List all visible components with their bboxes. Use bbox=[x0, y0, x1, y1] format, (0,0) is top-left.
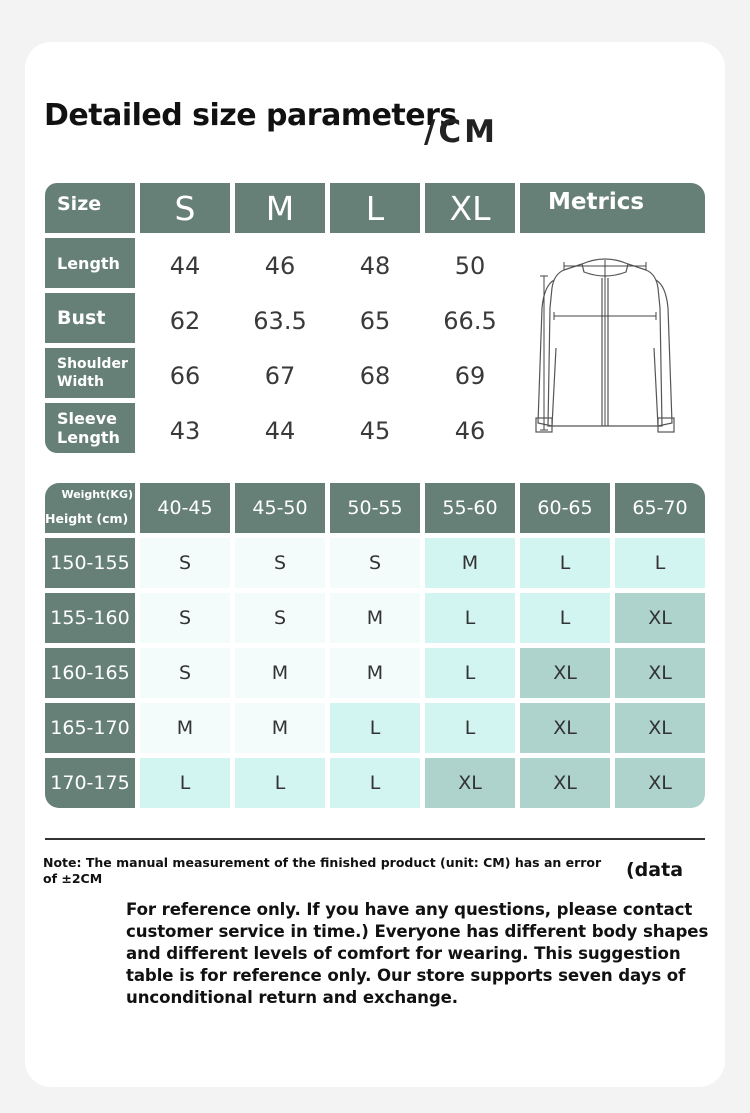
height-row-label: 160-165 bbox=[45, 648, 135, 698]
size-recommendation-cell: L bbox=[425, 593, 515, 643]
height-row-label: 155-160 bbox=[45, 593, 135, 643]
size-recommendation-cell: S bbox=[235, 593, 325, 643]
size-recommendation-cell: XL bbox=[425, 758, 515, 808]
size-recommendation-cell: L bbox=[425, 703, 515, 753]
size-value: 48 bbox=[359, 251, 391, 280]
shirt-measurement-diagram-icon bbox=[530, 248, 680, 443]
size-value: 45 bbox=[359, 416, 391, 445]
size-recommendation-cell: XL bbox=[520, 648, 610, 698]
weight-height-header bbox=[45, 483, 135, 533]
page-title: Detailed size parameters bbox=[44, 98, 457, 133]
size-recommendation-cell: XL bbox=[520, 758, 610, 808]
weight-label: Weight(KG) bbox=[61, 488, 133, 501]
size-recommendation-cell: L bbox=[520, 538, 610, 588]
size-recommendation-cell: XL bbox=[615, 703, 705, 753]
weight-col-header: 40-45 bbox=[140, 483, 230, 533]
size-recommendation-cell: L bbox=[425, 648, 515, 698]
row-label-length: Length bbox=[45, 238, 135, 288]
size-value: 46 bbox=[454, 416, 486, 445]
size-value: 63.5 bbox=[253, 306, 307, 335]
weight-col-header: 50-55 bbox=[330, 483, 420, 533]
divider bbox=[45, 838, 705, 840]
size-value: 65 bbox=[359, 306, 391, 335]
size-recommendation-cell: L bbox=[615, 538, 705, 588]
size-recommendation-cell: S bbox=[330, 538, 420, 588]
size-header: Size bbox=[45, 183, 135, 233]
size-value: 67 bbox=[264, 361, 296, 390]
size-recommendation-cell: M bbox=[140, 703, 230, 753]
row-label-bust: Bust bbox=[45, 293, 135, 343]
size-value: 44 bbox=[264, 416, 296, 445]
size-value: 43 bbox=[169, 416, 201, 445]
note-data-text: (data bbox=[626, 859, 684, 881]
size-value: 66.5 bbox=[443, 306, 497, 335]
weight-col-header: 65-70 bbox=[615, 483, 705, 533]
size-recommendation-cell: M bbox=[330, 593, 420, 643]
size-recommendation-cell: S bbox=[140, 648, 230, 698]
size-value: 66 bbox=[169, 361, 201, 390]
weight-col-header: 55-60 bbox=[425, 483, 515, 533]
row-label-shoulder-width: Shoulder Width bbox=[45, 348, 135, 398]
size-recommendation-cell: S bbox=[140, 538, 230, 588]
size-recommendation-cell: L bbox=[330, 758, 420, 808]
size-recommendation-cell: M bbox=[330, 648, 420, 698]
size-col-header: M bbox=[235, 183, 325, 233]
size-value: 68 bbox=[359, 361, 391, 390]
size-recommendation-cell: S bbox=[235, 538, 325, 588]
size-recommendation-cell: XL bbox=[615, 648, 705, 698]
unit-label: /CM bbox=[424, 114, 498, 150]
height-row-label: 150-155 bbox=[45, 538, 135, 588]
row-label-sleeve-length: Sleeve Length bbox=[45, 403, 135, 453]
size-recommendation-cell: S bbox=[140, 593, 230, 643]
size-value: 46 bbox=[264, 251, 296, 280]
size-recommendation-cell: L bbox=[330, 703, 420, 753]
size-col-header: XL bbox=[425, 183, 515, 233]
size-value: 62 bbox=[169, 306, 201, 335]
size-recommendation-cell: XL bbox=[615, 758, 705, 808]
reference-paragraph: For reference only. If you have any questions, please contact customer service in time.) Everyone has different body shapes and different levels of comfort for wearing. This suggestion table is for reference only. Our store supports seven days of unconditional return and exchange. bbox=[126, 900, 709, 1007]
weight-col-header: 45-50 bbox=[235, 483, 325, 533]
size-value: 44 bbox=[169, 251, 201, 280]
size-recommendation-cell: M bbox=[235, 703, 325, 753]
size-recommendation-cell: XL bbox=[615, 593, 705, 643]
size-value: 50 bbox=[454, 251, 486, 280]
metrics-header: Metrics bbox=[520, 183, 705, 233]
size-col-header: S bbox=[140, 183, 230, 233]
size-recommendation-cell: M bbox=[425, 538, 515, 588]
size-col-header: L bbox=[330, 183, 420, 233]
size-value: 69 bbox=[454, 361, 486, 390]
size-recommendation-cell: L bbox=[235, 758, 325, 808]
size-recommendation-cell: L bbox=[140, 758, 230, 808]
height-row-label: 170-175 bbox=[45, 758, 135, 808]
height-label: Height (cm) bbox=[45, 511, 129, 526]
measurement-note: Note: The manual measurement of the finished product (unit: CM) has an error of ±2CM bbox=[43, 855, 602, 886]
weight-col-header: 60-65 bbox=[520, 483, 610, 533]
height-row-label: 165-170 bbox=[45, 703, 135, 753]
size-recommendation-cell: XL bbox=[520, 703, 610, 753]
size-recommendation-cell: L bbox=[520, 593, 610, 643]
size-recommendation-cell: M bbox=[235, 648, 325, 698]
